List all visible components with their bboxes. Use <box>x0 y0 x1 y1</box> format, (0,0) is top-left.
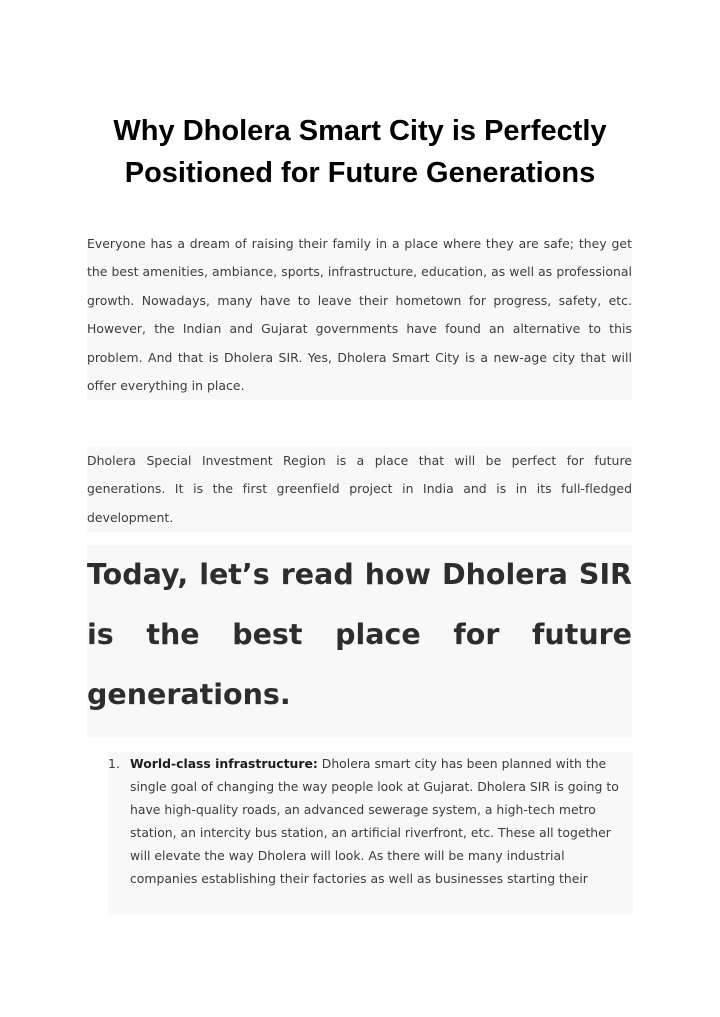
list-item-lead: World-class infrastructure: <box>130 756 318 771</box>
intro-paragraph: Everyone has a dream of raising their family in a place where they are safe; they get the best amenities, ambiance, sports, infrastructure, education, as well as professional growth. Nowadays, many have to leave their hometown for progress, safety, etc. However, the Indian and Gujarat governments have found an alternative to this problem. And that is Dholera SIR. Yes, Dholera Smart City is a new-age city that will offer everything in place. <box>87 230 632 400</box>
numbered-list <box>108 752 633 915</box>
list-item-body: Dholera smart city has been planned with the single goal of changing the way people look at Gujarat. Dholera SIR is going to have high-quality roads, an advanced sewerage system, a high-tech metro station, an intercity bus station, an artificial riverfront, etc. These all together will elevate the way Dholera will look. As there will be many industrial companies establishing their factories as well as businesses starting their <box>130 756 619 886</box>
document-title: Why Dholera Smart City is Perfectly Positioned for Future Generations <box>113 115 607 189</box>
list-item-text <box>130 752 630 890</box>
dsir-paragraph: Dholera Special Investment Region is a place that will be perfect for future generations. It is the first greenfield project in India and is in its full-fledged development. <box>87 447 632 532</box>
section-heading: Today, let’s read how Dholera SIR is the best place for future generations. <box>87 545 632 737</box>
list-item-number: 1. <box>108 756 120 771</box>
